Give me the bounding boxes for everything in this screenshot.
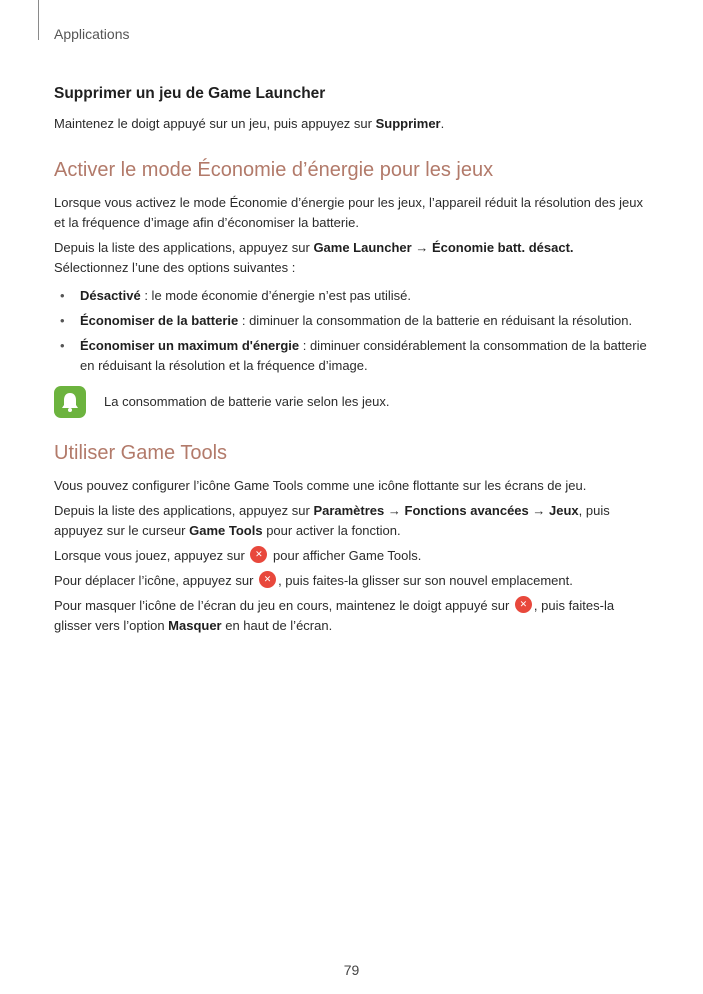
running-header: Applications	[54, 26, 130, 42]
game-tools-enable: Depuis la liste des applications, appuyez sur Paramètres → Fonctions avancées → Jeux, puis appuyez sur le curseur Game Tools pour activer la fonction.	[54, 503, 610, 538]
game-tools-hide: Pour masquer l’icône de l’écran du jeu en cours, maintenez le doigt appuyé sur ✕, puis faites-la glisser vers l’option Masquer en haut de l’écran.	[54, 596, 654, 636]
game-tools-icon	[259, 571, 276, 588]
remove-game-paragraph: Maintenez le doigt appuyé sur un jeu, puis appuyez sur Supprimer.	[54, 116, 445, 131]
power-saving-instructions: Depuis la liste des applications, appuyez sur Game Launcher → Économie batt. désact. Sélectionnez l’une des options suivantes :	[54, 240, 574, 275]
power-saving-options	[54, 286, 654, 376]
list-item: • Économiser de la batterie : diminuer la consommation de la batterie en réduisant la résolution.	[60, 313, 633, 328]
game-tools-show: Lorsque vous jouez, appuyez sur ✕ pour afficher Game Tools.	[54, 546, 654, 566]
list-item: • Désactivé : le mode économie d’énergie n’est pas utilisé.	[60, 288, 411, 303]
margin-rule	[38, 0, 39, 40]
game-tools-heading: Utiliser Game Tools	[54, 442, 228, 464]
game-tools-icon	[515, 596, 532, 613]
bell-icon	[54, 386, 86, 418]
note-text: La consommation de batterie varie selon les jeux.	[104, 394, 390, 409]
game-tools-icon	[250, 546, 267, 563]
note-box	[54, 386, 654, 418]
game-tools-move: Pour déplacer l’icône, appuyez sur ✕, puis faites-la glisser sur son nouvel emplacement.	[54, 571, 654, 591]
remove-game-heading: Supprimer un jeu de Game Launcher	[54, 85, 326, 102]
power-saving-intro: Lorsque vous activez le mode Économie d’énergie pour les jeux, l’appareil réduit la résolution des jeux et la fréquence d’image afin d’économiser la batterie.	[54, 195, 643, 230]
game-tools-intro: Vous pouvez configurer l’icône Game Tools comme une icône flottante sur les écrans de jeu.	[54, 478, 587, 493]
list-item: • Économiser un maximum d'énergie : diminuer considérablement la consommation de la batterie en réduisant la résolution et la fréquence d’image.	[60, 338, 647, 373]
page-content	[54, 84, 654, 641]
power-saving-heading: Activer le mode Économie d’énergie pour les jeux	[54, 159, 494, 181]
page-number: 79	[343, 962, 360, 978]
